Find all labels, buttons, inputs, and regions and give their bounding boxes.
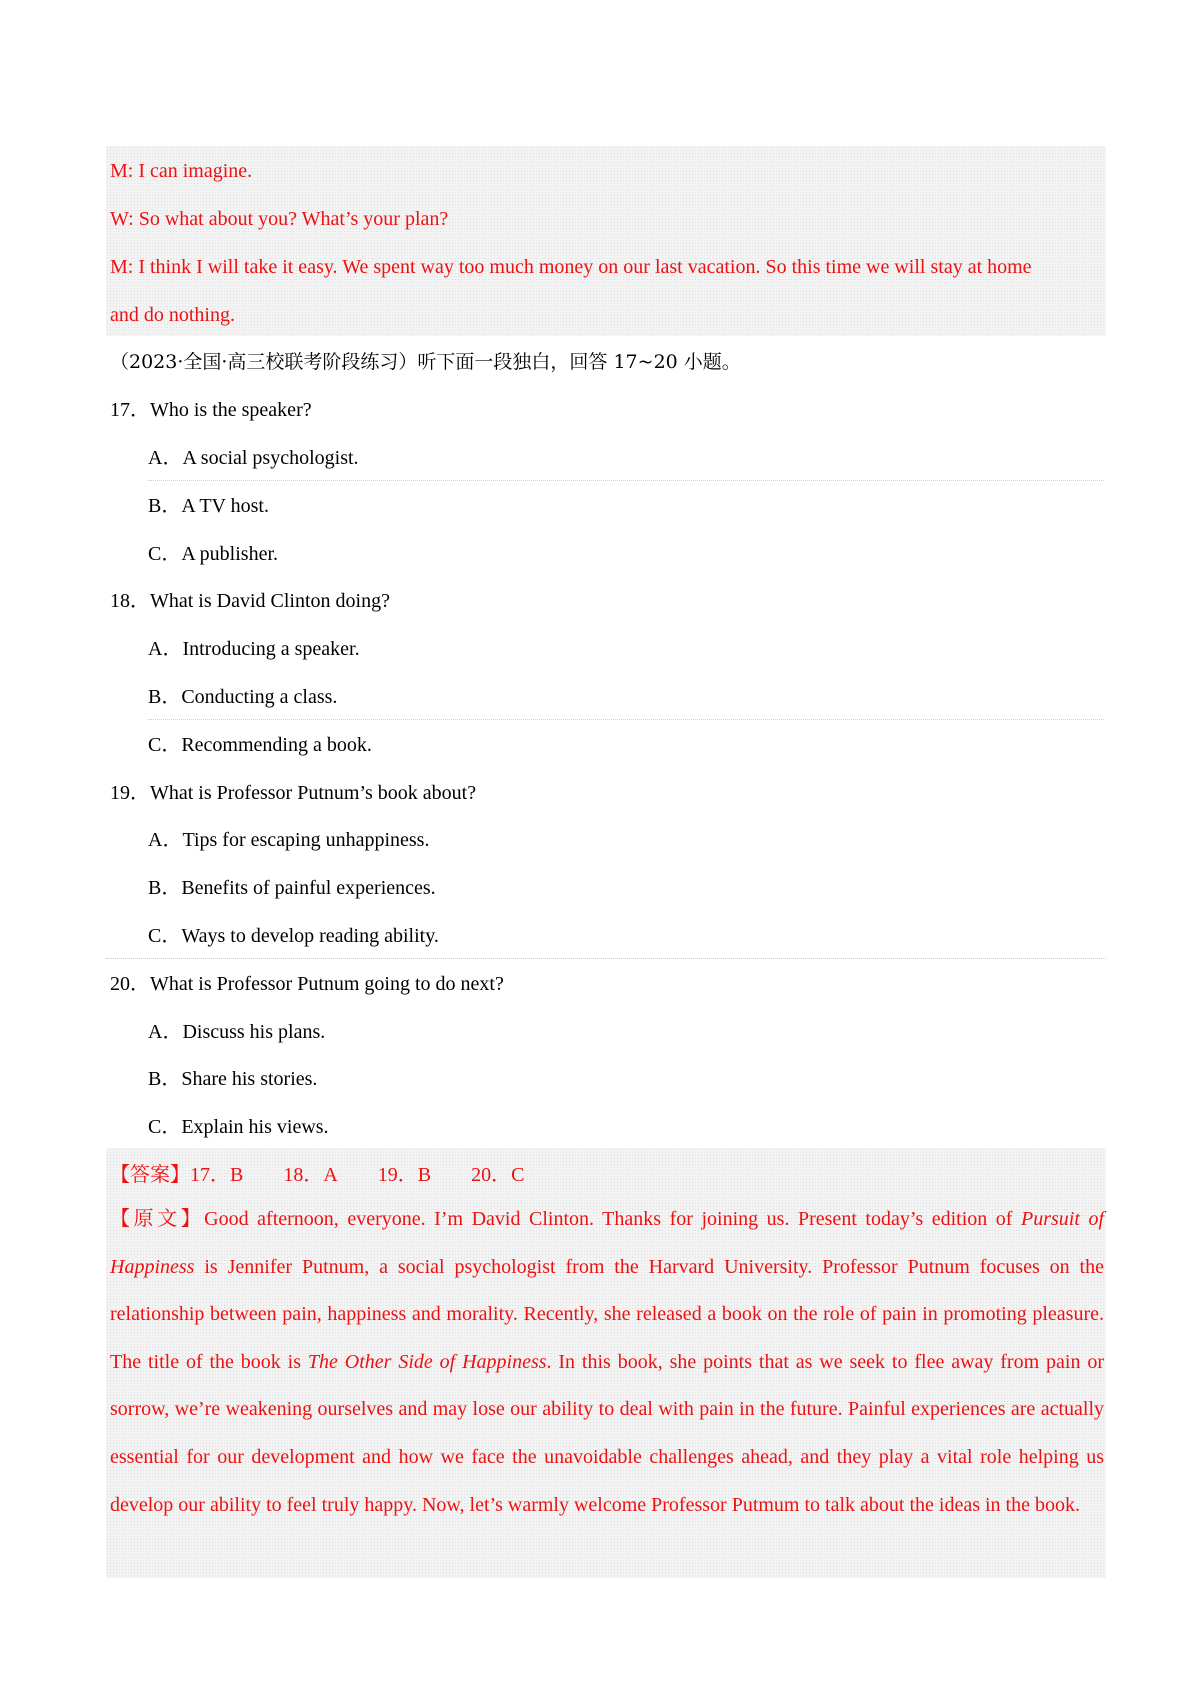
- answer-item: 17．B: [190, 1164, 244, 1186]
- answer-item: 18．A: [283, 1164, 338, 1186]
- dotted-separator: [148, 719, 1104, 720]
- dialogue-line: and do nothing.: [110, 304, 235, 326]
- dotted-separator: [106, 958, 1106, 959]
- option-a: A．Introducing a speaker.: [148, 638, 360, 660]
- answer-line: [110, 1161, 524, 1189]
- option-b: B．Conducting a class.: [148, 686, 338, 708]
- option-c: C．Explain his views.: [148, 1116, 329, 1138]
- answer-label: 【答案】: [110, 1164, 190, 1186]
- option-a: A．A social psychologist.: [148, 447, 359, 469]
- option-c: C．Ways to develop reading ability.: [148, 925, 439, 947]
- option-a: A．Discuss his plans.: [148, 1021, 326, 1043]
- section-intro: （2023·全国·高三校联考阶段练习）听下面一段独白，回答 17~20 小题。: [110, 351, 741, 373]
- dialogue-line: W: So what about you? What’s your plan?: [110, 208, 449, 230]
- transcript-paragraph: [110, 1196, 1104, 1529]
- transcript-text: . In this book, she points that as we seek to flee away from pain or sorrow, we’re weakening ourselves and may lose our ability to deal with pain in the future. Painful experiences are actually essential for our development and how we face the unavoidable challenges ahead, and they play a vital role helping us develop our ability to feel truly happy. Now, let’s warmly welcome Professor Putmum to talk about the ideas in the book.: [110, 1350, 1104, 1516]
- transcript-text: Good afternoon, everyone. I’m David Clinton. Thanks for joining us. Present today’s edition of: [204, 1208, 1022, 1230]
- option-b: B．Share his stories.: [148, 1068, 318, 1090]
- option-b: B．A TV host.: [148, 495, 269, 517]
- option-a: A．Tips for escaping unhappiness.: [148, 829, 430, 851]
- dialogue-line: M: I think I will take it easy. We spent way too much money on our last vacation. So this time we will stay at home: [110, 256, 1032, 278]
- answer-item: 20．C: [471, 1164, 525, 1186]
- question-stem: 20．What is Professor Putnum going to do next?: [110, 973, 504, 995]
- dialogue-shade: [106, 146, 1106, 336]
- answer-item: 19．B: [377, 1164, 432, 1186]
- option-b: B．Benefits of painful experiences.: [148, 877, 436, 899]
- book-title: The Other Side of Happiness: [307, 1350, 547, 1373]
- program-title: Pursuit of Happiness: [110, 1208, 1105, 1278]
- question-stem: 18．What is David Clinton doing?: [110, 590, 390, 612]
- dotted-separator: [148, 480, 1104, 481]
- option-c: C．A publisher.: [148, 543, 279, 565]
- question-stem: 17．Who is the speaker?: [110, 399, 312, 421]
- option-c: C．Recommending a book.: [148, 734, 372, 756]
- transcript-text: is Jennifer Putnum, a social psychologist from the Harvard University. Professor Putnum focuses on the relationship between pain, happiness and morality. Recently, she released a book on the role of pain in promoting pleasure. The title of the book is: [110, 1255, 1104, 1373]
- transcript-label: 【原文】: [110, 1208, 205, 1230]
- dialogue-line: M: I can imagine.: [110, 160, 253, 182]
- question-stem: 19．What is Professor Putnum’s book about?: [110, 782, 477, 804]
